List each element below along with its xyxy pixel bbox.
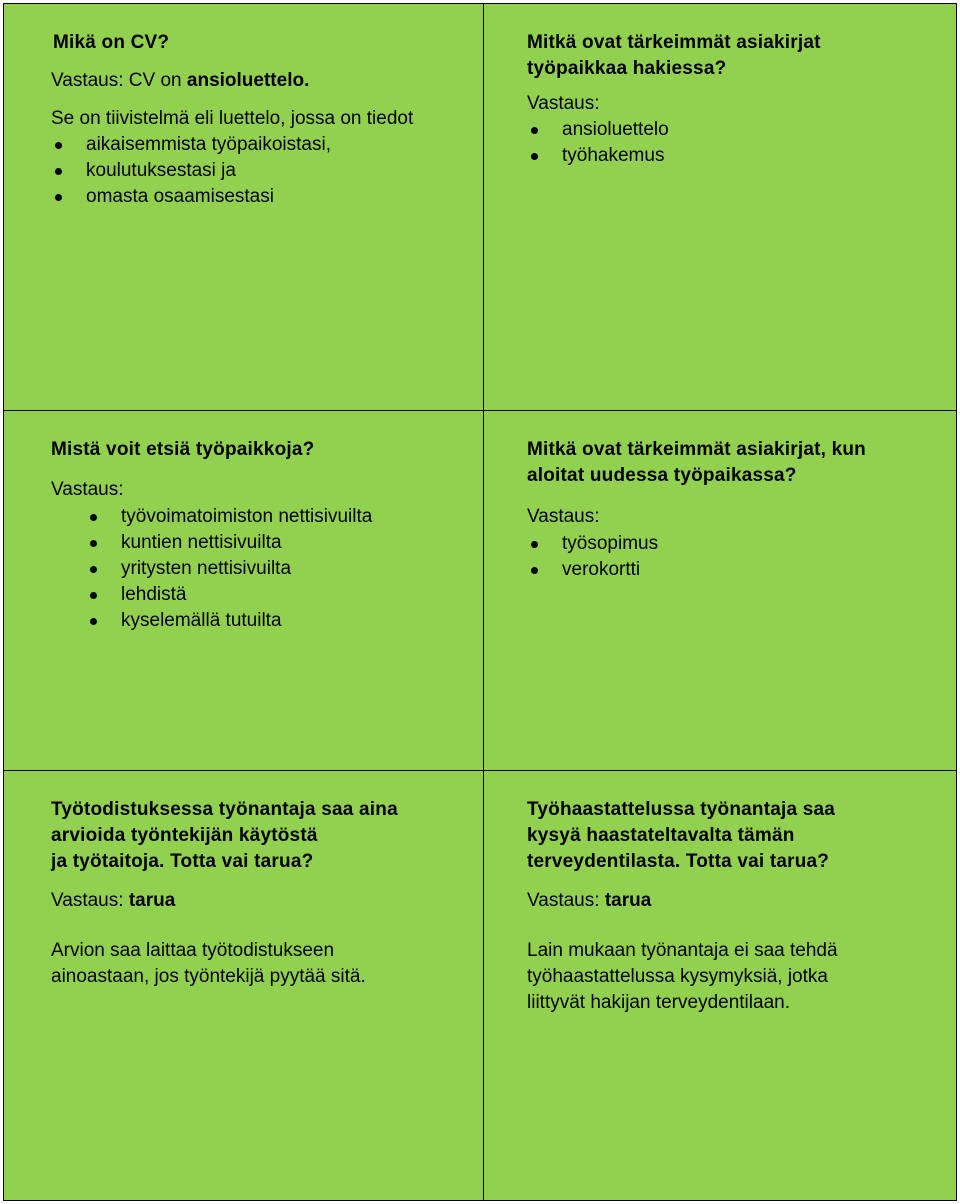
explanation-line: liittyvät hakijan terveydentilaan. <box>527 992 790 1013</box>
card-employment-certificate <box>51 797 476 990</box>
bullet-list <box>527 117 947 169</box>
explanation-line: työhaastattelussa kysymyksiä, jotka <box>527 966 828 987</box>
question-line: arvioida työntekijän käytöstä <box>51 825 318 846</box>
answer-value: ansioluettelo. <box>186 70 310 91</box>
list-item: työvoimatoimiston nettisivuilta <box>86 504 476 530</box>
question-line: työpaikkaa hakiessa? <box>527 58 727 79</box>
answer <box>527 888 947 914</box>
question-line: kysyä haastateltavalta tämän <box>527 825 795 846</box>
list-item: aikaisemmista työpaikoistasi, <box>51 132 476 158</box>
list-item: ansioluettelo <box>527 117 947 143</box>
column-divider <box>483 4 484 1200</box>
answer-label: Vastaus: <box>527 93 600 114</box>
list-item: kuntien nettisivuilta <box>86 530 476 556</box>
answer-label: Vastaus: CV on <box>51 70 187 91</box>
list-item: omasta osaamisestasi <box>51 184 476 210</box>
answer-label: Vastaus: <box>51 890 129 911</box>
question-line: Työtodistuksessa työnantaja saa aina <box>51 799 398 820</box>
question: Mikä on CV? <box>53 32 170 53</box>
intro-text: Se on tiivistelmä eli luettelo, jossa on tiedot <box>51 108 414 129</box>
card-job-interview <box>527 797 947 1016</box>
list-item: työsopimus <box>527 531 947 557</box>
bullet-list <box>51 132 476 210</box>
explanation-line: Arvion saa laittaa työtodistukseen <box>51 940 335 961</box>
answer-label: Vastaus: <box>527 890 605 911</box>
answer-label: Vastaus: <box>51 479 124 500</box>
bullet-list <box>86 504 476 634</box>
answer-value: tarua <box>604 890 652 911</box>
list-item: kyselemällä tutuilta <box>86 608 476 634</box>
answer <box>51 68 476 94</box>
list-item: työhakemus <box>527 143 947 169</box>
explanation-line: Lain mukaan työnantaja ei saa tehdä <box>527 940 838 961</box>
row-divider-1 <box>4 410 956 411</box>
card-application-documents <box>527 30 947 169</box>
list-item: koulutuksestasi ja <box>51 158 476 184</box>
list-item: yritysten nettisivuilta <box>86 556 476 582</box>
question-line: terveydentilasta. Totta vai tarua? <box>527 851 830 872</box>
list-item: lehdistä <box>86 582 476 608</box>
question-line: ja työtaitoja. Totta vai tarua? <box>51 851 314 872</box>
question: Mistä voit etsiä työpaikkoja? <box>51 439 315 460</box>
question-line: Mitkä ovat tärkeimmät asiakirjat, kun <box>527 439 866 460</box>
answer <box>51 888 476 914</box>
answer-label: Vastaus: <box>527 506 600 527</box>
card-what-is-cv <box>51 30 476 210</box>
card-job-search <box>51 437 476 634</box>
row-divider-2 <box>4 770 956 771</box>
list-item: verokortti <box>527 557 947 583</box>
explanation-line: ainoastaan, jos työntekijä pyytää sitä. <box>51 966 366 987</box>
card-grid <box>3 3 957 1201</box>
card-new-job-documents <box>527 437 947 583</box>
question-line: aloitat uudessa työpaikassa? <box>527 465 797 486</box>
question-line: Mitkä ovat tärkeimmät asiakirjat <box>527 32 821 53</box>
question-line: Työhaastattelussa työnantaja saa <box>527 799 836 820</box>
bullet-list <box>527 531 947 583</box>
answer-value: tarua <box>128 890 176 911</box>
